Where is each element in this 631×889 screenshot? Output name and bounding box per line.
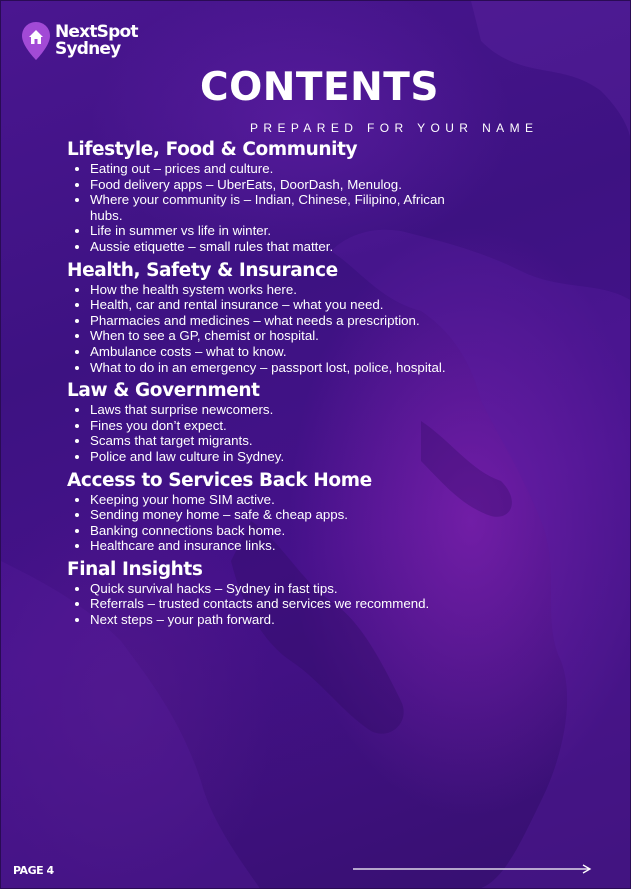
section-items (67, 402, 467, 464)
list-item: • Keeping your home SIM active. (90, 492, 467, 508)
section-heading: Law & Government (67, 380, 260, 402)
section-heading: Health, Safety & Insurance (67, 259, 338, 281)
section-items (67, 581, 467, 628)
list-item: • Police and law culture in Sydney. (90, 449, 467, 465)
list-item: • Where your community is – Indian, Chinese, Filipino, African hubs. (90, 192, 467, 223)
section-heading: Lifestyle, Food & Community (67, 139, 358, 160)
location-pin-house-icon (21, 21, 51, 61)
brand-line-1: NextSpot (55, 22, 138, 42)
list-item: • Next steps – your path forward. (90, 612, 467, 628)
section-heading: Access to Services Back Home (67, 469, 372, 491)
list-item: • Scams that target migrants. (90, 433, 467, 449)
section-insights (67, 559, 467, 628)
brand-logo (21, 21, 138, 61)
list-item: • Banking connections back home. (90, 523, 467, 539)
list-item: • Healthcare and insurance links. (90, 538, 467, 554)
brand-name (55, 24, 138, 58)
list-item: • Ambulance costs – what to know. (90, 344, 467, 360)
list-item: • Health, car and rental insurance – what you need. (90, 297, 467, 313)
contents-list (67, 139, 467, 628)
brand-line-2: Sydney (55, 39, 121, 59)
list-item: • Life in summer vs life in winter. (90, 223, 467, 239)
list-item: • Pharmacies and medicines – what needs a prescription. (90, 313, 467, 329)
page-number: PAGE 4 (13, 864, 54, 877)
list-item: • What to do in an emergency – passport lost, police, hospital. (90, 360, 467, 376)
section-lifestyle (67, 139, 467, 255)
list-item: • Referrals – trusted contacts and services we recommend. (90, 596, 467, 612)
page-subtitle: PREPARED FOR YOUR NAME (250, 121, 539, 135)
section-heading: Final Insights (67, 558, 203, 580)
list-item: • Fines you don’t expect. (90, 418, 467, 434)
list-item: • Quick survival hacks – Sydney in fast tips. (90, 581, 467, 597)
arrow-right-icon (353, 863, 593, 875)
list-item: • Eating out – prices and culture. (90, 161, 467, 177)
list-item: • Food delivery apps – UberEats, DoorDash, Menulog. (90, 177, 467, 193)
list-item: • Sending money home – safe & cheap apps. (90, 507, 467, 523)
section-items (67, 492, 467, 554)
list-item: • How the health system works here. (90, 282, 467, 298)
list-item: • When to see a GP, chemist or hospital. (90, 328, 467, 344)
list-item: • Aussie etiquette – small rules that matter. (90, 239, 467, 255)
section-items (67, 161, 467, 255)
section-items (67, 282, 467, 376)
section-law (67, 380, 467, 464)
page-title: CONTENTS (200, 65, 439, 110)
section-services (67, 470, 467, 554)
section-health (67, 260, 467, 376)
list-item: • Laws that surprise newcomers. (90, 402, 467, 418)
